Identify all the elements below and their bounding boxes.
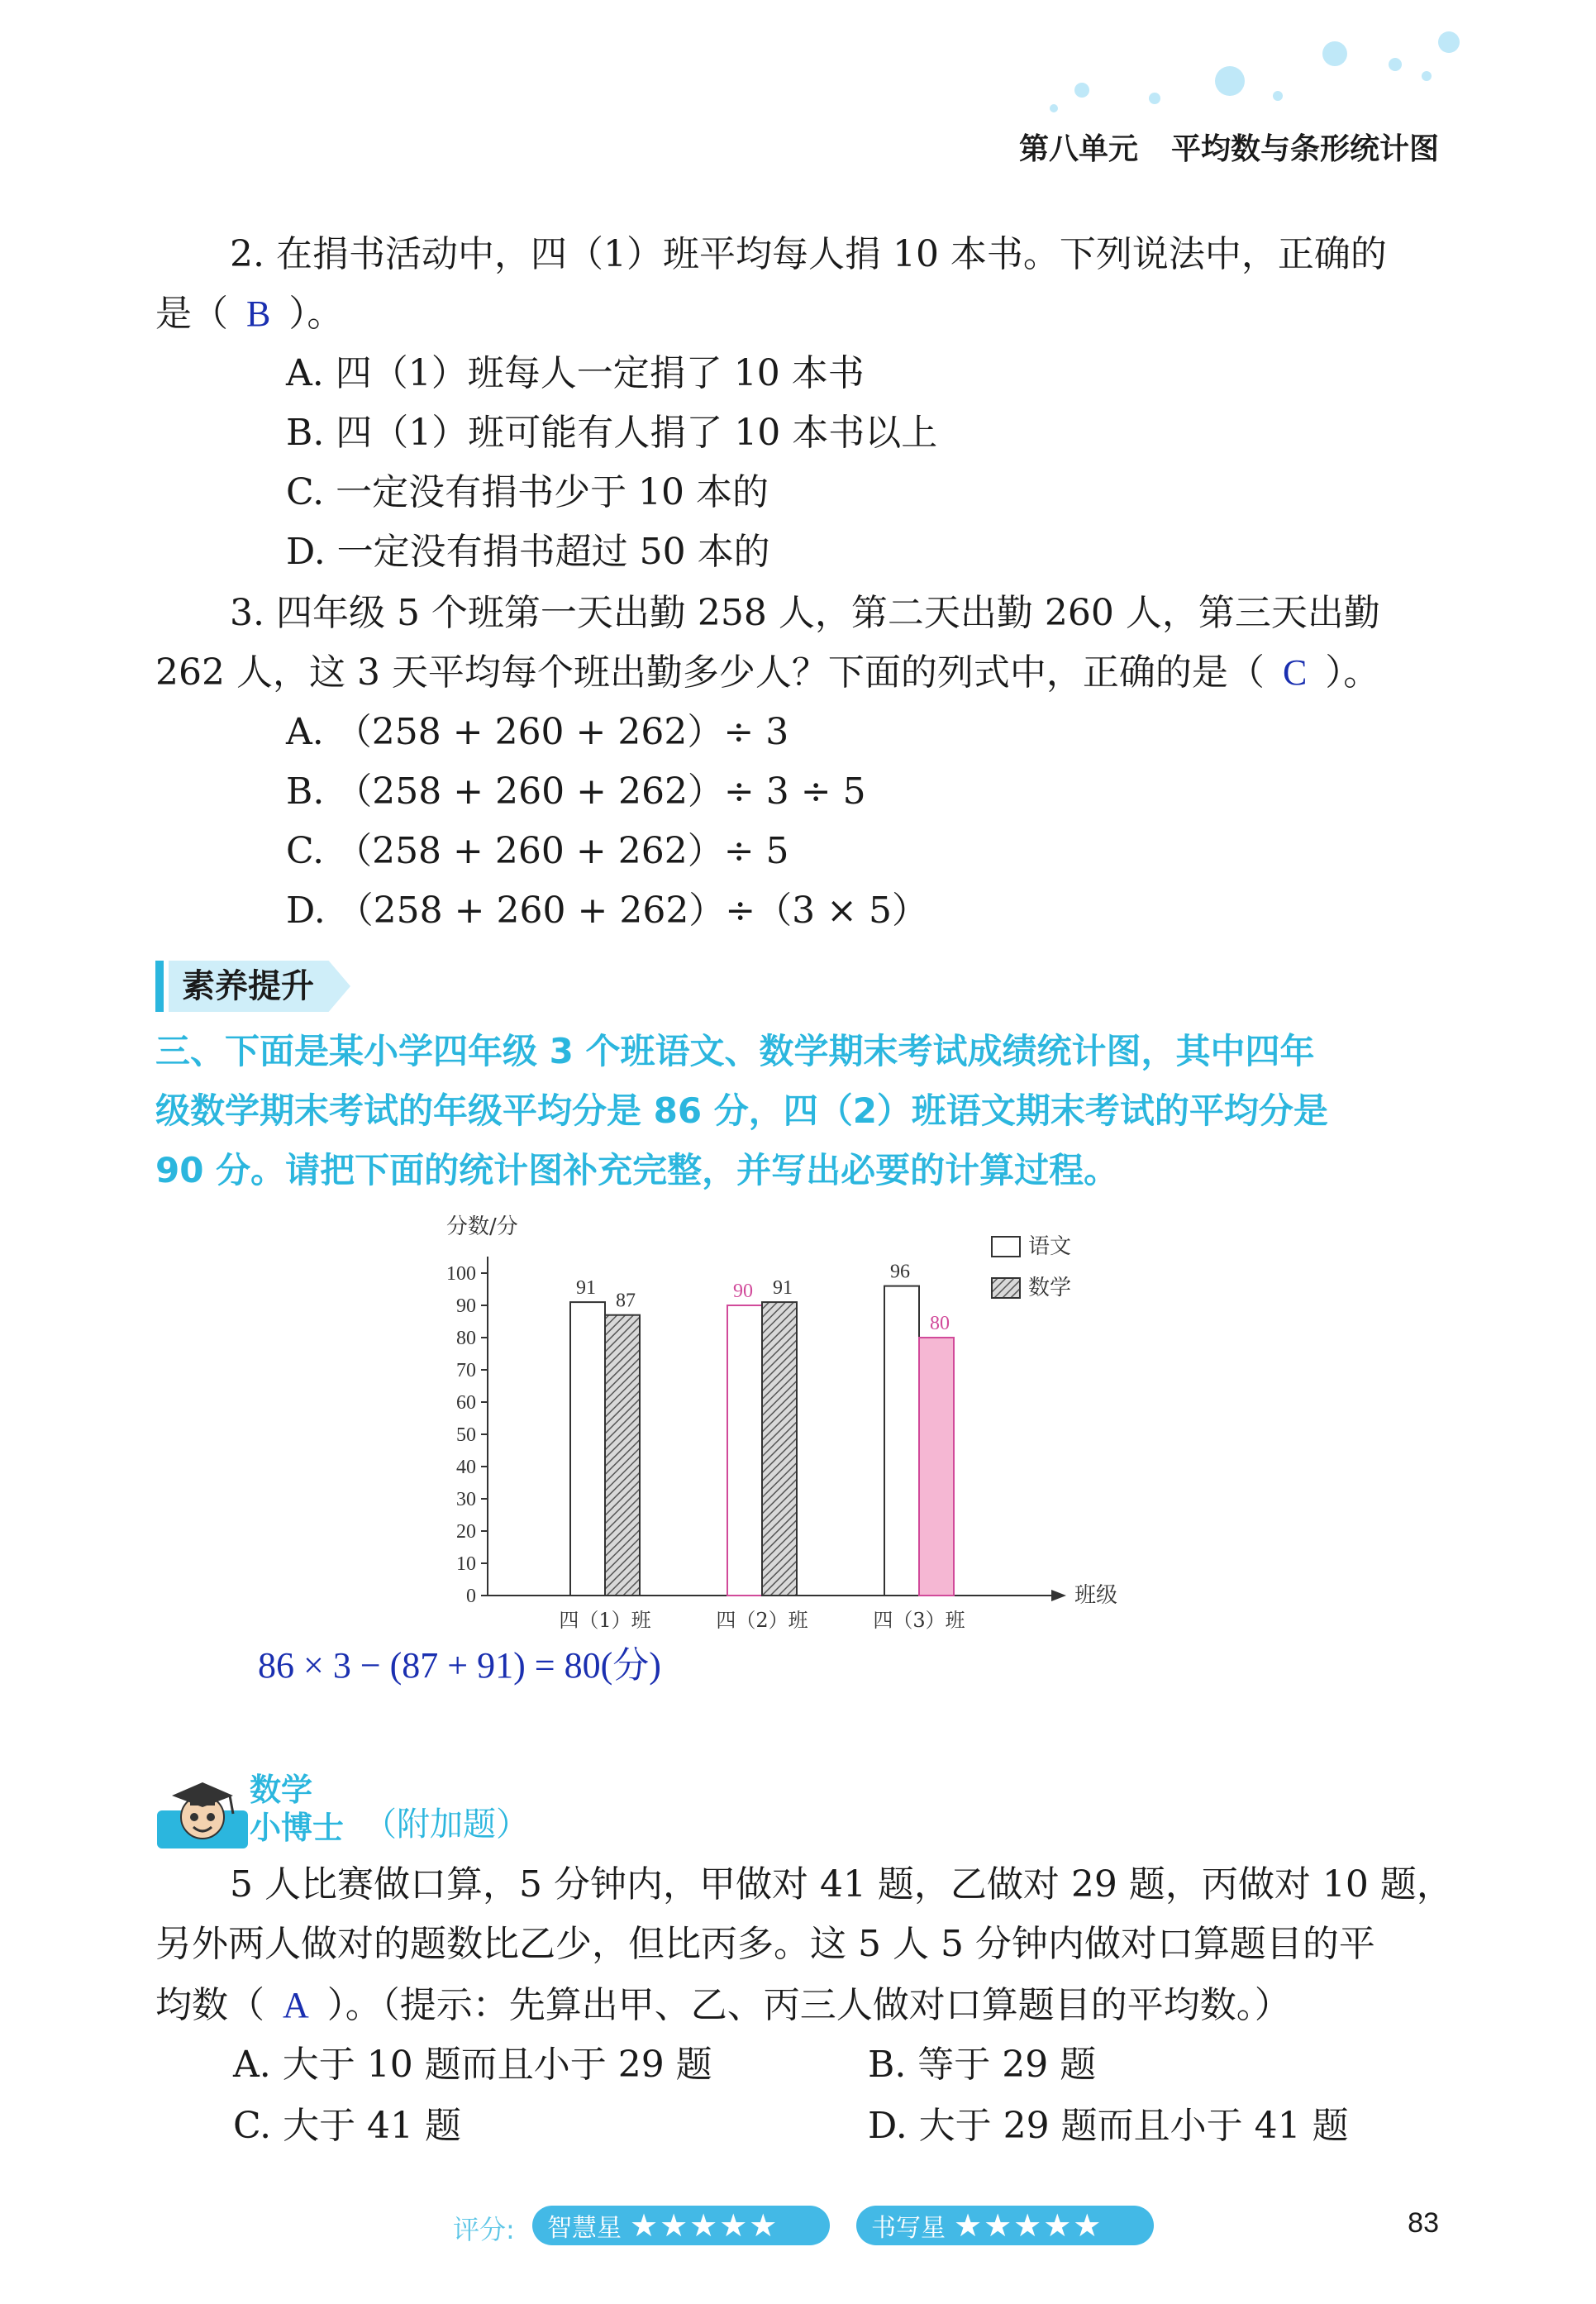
bar-数学	[919, 1338, 954, 1596]
unit-number: 第八单元	[1018, 132, 1138, 166]
q2-stem-line1: 2. 在捐书活动中，四（1）班平均每人捐 10 本书。下列说法中，正确的	[230, 233, 1387, 275]
q-extra-line3: 均数（ A ）。（提示：先算出甲、乙、丙三人做对口算题目的平均数。）	[155, 1984, 1291, 2026]
y-tick-label: 50	[456, 1424, 476, 1446]
q3-option-d: D. （258 + 260 + 262）÷（3 × 5）	[286, 890, 929, 932]
legend-label: 数学	[1028, 1276, 1072, 1300]
y-tick-label: 60	[456, 1392, 476, 1414]
q3-option-a: A. （258 + 260 + 262）÷ 3	[286, 711, 789, 753]
y-ticks	[446, 1263, 488, 1607]
y-tick-label: 80	[456, 1328, 476, 1349]
writing-stars-icon: ★★★★★	[954, 2207, 1103, 2244]
unit-title: 平均数与条形统计图	[1170, 132, 1439, 166]
bar-数学	[605, 1315, 640, 1596]
page-number: 83	[1408, 2207, 1439, 2239]
legend-swatch-语文	[992, 1237, 1020, 1257]
x-ticks	[559, 1609, 965, 1632]
q-extra-option-d: D. 大于 29 题而且小于 41 题	[868, 2105, 1349, 2147]
q-extra-option-c: C. 大于 41 题	[233, 2105, 462, 2147]
y-tick-label: 0	[466, 1586, 476, 1607]
x-tick-label: 四（3）班	[873, 1609, 965, 1632]
q-extra-line2: 另外两人做对的题数比乙少，但比丙多。这 5 人 5 分钟内做对口算题目的平	[155, 1923, 1375, 1965]
y-tick-label: 70	[456, 1360, 476, 1381]
q-extra-option-b: B. 等于 29 题	[868, 2044, 1097, 2086]
bars	[570, 1262, 954, 1596]
y-tick-label: 30	[456, 1489, 476, 1510]
scholar-mascot-icon	[157, 1777, 248, 1852]
y-tick-label: 40	[456, 1457, 476, 1478]
bar-value-label: 87	[616, 1290, 636, 1312]
x-axis-arrow	[1051, 1590, 1066, 1601]
q2-option-c: C. 一定没有捐书少于 10 本的	[286, 471, 769, 513]
legend-label: 语文	[1028, 1234, 1072, 1259]
q3-stem-line1: 3. 四年级 5 个班第一天出勤 258 人，第二天出勤 260 人，第三天出勤	[230, 592, 1380, 634]
wisdom-star-label: 智慧星	[547, 2214, 622, 2243]
x-tick-label: 四（2）班	[716, 1609, 808, 1632]
boshi-extra-label: （附加题）	[364, 1806, 529, 1844]
x-tick-label: 四（1）班	[559, 1609, 651, 1632]
y-tick-label: 20	[456, 1521, 476, 1543]
bar-value-label: 80	[930, 1313, 950, 1334]
chart-svg	[430, 1207, 1157, 1637]
writing-star-rating	[856, 2206, 1154, 2245]
writing-star-label: 书写星	[871, 2214, 946, 2243]
q-extra-option-a: A. 大于 10 题而且小于 29 题	[233, 2044, 712, 2086]
wisdom-stars-icon: ★★★★★	[630, 2207, 779, 2244]
q2-answer: B	[246, 293, 271, 334]
wisdom-star-rating	[532, 2206, 830, 2245]
bar-value-label: 91	[576, 1277, 596, 1300]
q2-stem-line2: 是（ B ）。	[155, 293, 344, 335]
q3-answer: C	[1282, 652, 1308, 693]
section-tag-label: 素养提升	[182, 967, 314, 1005]
bar-chart	[430, 1207, 1157, 1637]
q3-option-b: B. （258 + 260 + 262）÷ 3 ÷ 5	[286, 770, 866, 813]
boshi-title: 数学 小博士	[250, 1772, 345, 1846]
y-axis-label: 分数/分	[446, 1214, 518, 1239]
bar-语文	[727, 1305, 762, 1596]
q2-option-a: A. 四（1）班每人一定捐了 10 本书	[286, 352, 865, 394]
bar-语文	[570, 1302, 605, 1596]
q-three-line1: 三、下面是某小学四年级 3 个班语文、数学期末考试成绩统计图，其中四年	[155, 1031, 1315, 1071]
q2-option-b: B. 四（1）班可能有人捐了 10 本书以上	[286, 412, 938, 454]
q2-option-d: D. 一定没有捐书超过 50 本的	[286, 531, 770, 573]
q-three-line2: 级数学期末考试的年级平均分是 86 分，四（2）班语文期末考试的平均分是	[155, 1090, 1328, 1131]
q3-stem-line2: 262 人，这 3 天平均每个班出勤多少人？下面的列式中，正确的是（ C ）。	[155, 651, 1380, 694]
y-tick-label: 90	[456, 1295, 476, 1317]
bar-数学	[762, 1302, 797, 1596]
q3-option-c: C. （258 + 260 + 262）÷ 5	[286, 830, 789, 872]
unit-header	[986, 126, 1439, 168]
bar-value-label: 91	[773, 1277, 793, 1300]
q-three-line3: 90 分。请把下面的统计图补充完整，并写出必要的计算过程。	[155, 1150, 1119, 1190]
y-tick-label: 100	[446, 1263, 476, 1285]
q-extra-line1: 5 人比赛做口算，5 分钟内，甲做对 41 题，乙做对 29 题，丙做对 10 题，	[230, 1863, 1453, 1906]
bar-语文	[884, 1286, 919, 1596]
q-extra-answer: A	[283, 1985, 309, 2025]
bar-value-label: 96	[890, 1261, 910, 1283]
y-tick-label: 10	[456, 1553, 476, 1575]
chart-legend	[992, 1234, 1071, 1300]
bar-value-label: 90	[733, 1281, 753, 1302]
q-three-solution: 86 × 3 − (87 + 91) = 80(分)	[258, 1645, 661, 1686]
x-axis-label: 班级	[1074, 1583, 1118, 1608]
legend-swatch-数学	[992, 1278, 1020, 1298]
score-label: 评分:	[453, 2214, 515, 2245]
